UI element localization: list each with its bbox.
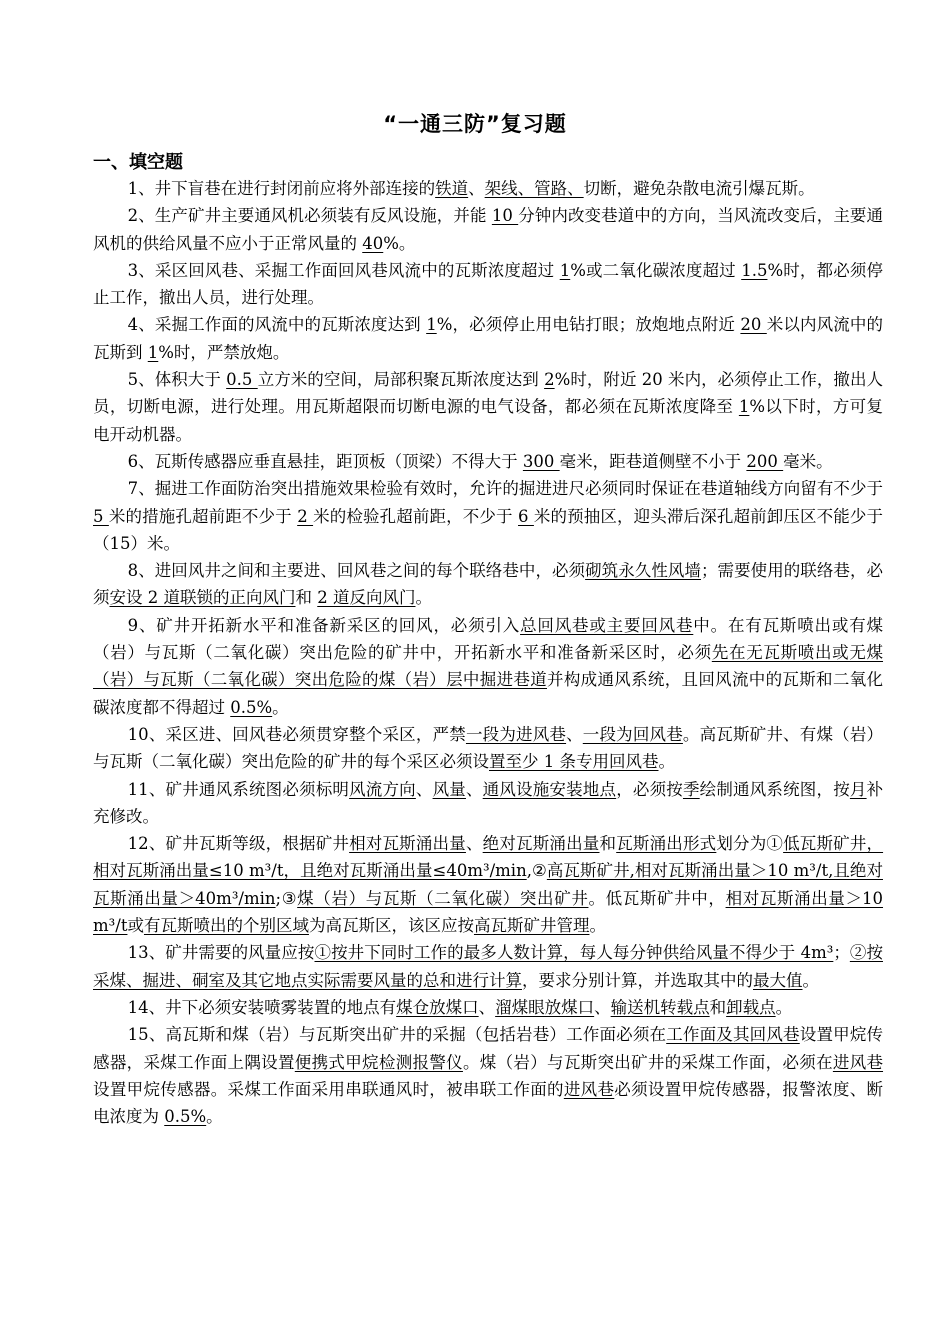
answer-blank: 工作面及其回风巷 bbox=[666, 1025, 800, 1045]
answer-blank: 架线、管路、 bbox=[484, 179, 584, 198]
question-text: 11、矿井通风系统图必须标明 bbox=[127, 779, 350, 799]
question-text: 并构成通风系统，且回风流中的瓦斯和二氧化碳浓度都不得超过 bbox=[93, 670, 884, 717]
answer-blank: 2 bbox=[544, 370, 555, 390]
question-text: 。 bbox=[589, 916, 606, 936]
answer-blank: 瓦斯涌出形式 bbox=[616, 834, 717, 854]
answer-blank: 一段为进风巷 bbox=[465, 724, 567, 744]
question-item bbox=[93, 175, 883, 202]
question-text: 5、体积大于 bbox=[127, 370, 227, 390]
question-text: 13、矿井需要的风量应按 bbox=[127, 943, 315, 963]
answer-blank: 低瓦斯矿井，相对瓦斯涌出量≤10 m³/t，且绝对瓦斯涌出量≤40m³/min bbox=[93, 834, 884, 881]
question-text: 1、井下盲巷在进行封闭前应将外部连接的 bbox=[127, 179, 436, 198]
answer-blank: 200 bbox=[746, 451, 784, 471]
question-text: 6、瓦斯传感器应垂直悬挂，距顶板（顶梁）不得大于 bbox=[127, 451, 523, 471]
answer-blank: 铁道 bbox=[435, 179, 469, 198]
question-item bbox=[93, 994, 883, 1021]
question-item bbox=[93, 721, 883, 776]
answer-blank: 置至少 1 条专用回风巷 bbox=[489, 752, 659, 772]
question-text: 8、进回风井之间和主要进、回风巷之间的每个联络巷中，必须 bbox=[127, 561, 586, 581]
question-text: 中。在有瓦斯喷出或有煤（岩）与瓦斯（二氧化碳）突出危险的矿井中，开拓新水平和准备新采区时，必须 bbox=[93, 615, 884, 663]
question-text: 15、高瓦斯和煤（岩）与瓦斯突出矿井的采掘（包括岩巷）工作面必须在 bbox=[127, 1025, 667, 1045]
question-text: 3、采区回风巷、采掘工作面回风巷风流中的瓦斯浓度超过 bbox=[127, 260, 560, 280]
question-text: 2、生产矿井主要通风机必须装有反风设施，并能 bbox=[127, 206, 492, 226]
answer-blank: 相对瓦斯涌出量 bbox=[349, 834, 466, 854]
answer-blank: 高瓦斯矿井管理 bbox=[473, 916, 590, 936]
answer-blank: 一段为回风巷 bbox=[582, 724, 683, 744]
section-heading: 一、填空题 bbox=[93, 152, 183, 173]
question-text: 14、井下必须安装喷雾装置的地点有 bbox=[127, 997, 397, 1017]
answer-blank: 1 bbox=[426, 315, 437, 335]
question-text: 为高瓦斯区，该区应按 bbox=[308, 916, 474, 936]
question-item bbox=[93, 448, 883, 475]
question-text: ;③ bbox=[275, 888, 298, 908]
answer-blank: 风量 bbox=[432, 779, 466, 799]
question-text: 设置甲烷传感器。采煤工作面采用串联通风时，被串联工作面的 bbox=[93, 1079, 564, 1099]
answer-blank: 溜煤眼放煤口 bbox=[495, 997, 595, 1017]
answer-blank: 先在无瓦斯喷出或无煤（岩）与瓦斯（二氧化碳）突出危险的煤（岩）层中掘进巷道 bbox=[93, 643, 884, 690]
answer-blank: 10 bbox=[491, 206, 519, 226]
answer-blank: 0.5 bbox=[226, 370, 258, 390]
question-text: %。 bbox=[383, 233, 416, 253]
answer-blank: 高瓦斯矿井,相对瓦斯涌出量＞10 m³/t,且绝对瓦斯涌出量＞40m³/min bbox=[93, 861, 883, 908]
answer-blank: 输送机转载点 bbox=[610, 997, 710, 1017]
question-list bbox=[93, 175, 883, 1130]
question-text: 米的措施孔超前距不少于 bbox=[108, 506, 298, 526]
answer-blank: 5 bbox=[93, 506, 109, 526]
question-text: %时，严禁放炮。 bbox=[158, 342, 290, 362]
question-item bbox=[93, 202, 883, 257]
question-text: ,② bbox=[526, 861, 547, 881]
answer-blank: 月 bbox=[849, 779, 867, 799]
answer-blank: 煤仓放煤口 bbox=[396, 997, 479, 1017]
page-title: “一通三防”复习题 bbox=[383, 112, 567, 136]
answer-blank: ②按采煤、掘进、硐室及其它地点实际需要风量的总和进行计算 bbox=[93, 943, 883, 990]
answer-blank: 6 bbox=[518, 506, 534, 526]
question-text: %时，附近 20 米内，必须停止工作，撤出人员，切断电源，进行处理。用瓦斯超限而切断电源的电气设备，都必须在瓦斯浓度降至 bbox=[93, 370, 883, 417]
question-item bbox=[93, 830, 883, 939]
answer-blank: 最大值 bbox=[753, 970, 803, 990]
question-text: 毫米。 bbox=[783, 451, 833, 471]
question-text: 切断，避免杂散电流引爆瓦斯。 bbox=[583, 179, 815, 198]
question-item bbox=[93, 366, 883, 448]
answer-blank: 1 bbox=[738, 397, 750, 417]
question-text: 绘制通风系统图，按 bbox=[699, 779, 850, 799]
question-item bbox=[93, 475, 883, 557]
question-text: 、 bbox=[465, 779, 483, 799]
question-text: 、 bbox=[478, 997, 496, 1017]
question-text: ；需要使用的联络巷，必须 bbox=[93, 561, 884, 608]
question-text: 。 bbox=[272, 697, 289, 717]
question-text: %时，都必须停止工作，撤出人员，进行处理。 bbox=[93, 260, 883, 308]
question-item bbox=[93, 257, 883, 312]
question-text: 。低瓦斯矿井中， bbox=[588, 888, 726, 908]
question-text: 9、矿井开拓新水平和准备新采区的回风，必须引入 bbox=[127, 615, 521, 635]
answer-blank: 进风巷 bbox=[832, 1052, 884, 1072]
question-text: 、 bbox=[415, 779, 433, 799]
question-text: %或二氧化碳浓度超过 bbox=[570, 260, 742, 280]
question-text: 。 bbox=[658, 752, 675, 772]
question-text: 立方米的空间，局部积聚瓦斯浓度达到 bbox=[257, 370, 545, 390]
question-text: 和 bbox=[295, 588, 318, 608]
answer-blank: 2 道反向风门 bbox=[317, 588, 416, 608]
question-item bbox=[93, 1021, 883, 1130]
question-text: 分钟内改变巷道中的方向，当风流改变后，主要通风机的供给风量不应小于正常风量的 bbox=[93, 206, 883, 253]
question-text: 补充修改。 bbox=[93, 779, 884, 826]
question-text: 。 bbox=[206, 1107, 223, 1127]
question-text: 。 bbox=[415, 588, 432, 608]
answer-blank: 300 bbox=[522, 451, 560, 471]
question-item bbox=[93, 776, 883, 831]
question-text: 。 bbox=[802, 970, 819, 990]
question-text: 或 bbox=[127, 916, 144, 936]
answer-blank: 20 bbox=[740, 315, 767, 335]
answer-blank: 砌筑永久性风墙 bbox=[585, 561, 701, 581]
answer-blank: 2 bbox=[297, 506, 314, 526]
answer-blank: 进风巷 bbox=[563, 1079, 615, 1099]
question-text: 、 bbox=[465, 834, 483, 854]
answer-blank: 1 bbox=[559, 260, 571, 280]
question-text: 7、掘进工作面防治突出措施效果检验有效时，允许的掘进进尺必须同时保证在巷道轴线方向留有不少于 bbox=[127, 479, 883, 499]
question-text: 12、矿井瓦斯等级，根据矿井 bbox=[127, 834, 350, 854]
question-text: 。 bbox=[775, 997, 793, 1017]
question-text: 和 bbox=[709, 997, 727, 1017]
question-text: 10、采区进、回风巷必须贯穿整个采区，严禁 bbox=[127, 724, 466, 744]
answer-blank: 通风设施安装地点 bbox=[482, 779, 617, 799]
question-text: 。煤（岩）与瓦斯突出矿井的采煤工作面，必须在 bbox=[462, 1052, 833, 1072]
question-text: 、 bbox=[468, 179, 485, 198]
question-text: 。高瓦斯矿井、有煤（岩）与瓦斯（二氧化碳）突出危险的矿井的每个采区必须设 bbox=[93, 724, 884, 772]
question-item bbox=[93, 557, 883, 612]
question-text: ； bbox=[833, 943, 850, 963]
question-text: ，要求分别计算，并选取其中的 bbox=[522, 970, 753, 990]
answer-blank: 相对瓦斯涌出量＞10 m³/t bbox=[93, 888, 884, 936]
question-text: 米以内风流中的瓦斯到 bbox=[93, 315, 884, 362]
question-item bbox=[93, 939, 883, 994]
answer-blank: 安设 2 道联锁的正向风门 bbox=[109, 588, 296, 608]
answer-blank: 绝对瓦斯涌出量 bbox=[482, 834, 600, 854]
answer-blank: 季 bbox=[682, 779, 700, 799]
question-text: 和 bbox=[599, 834, 617, 854]
answer-blank: 1.5 bbox=[741, 260, 768, 280]
answer-blank: 40 bbox=[362, 233, 384, 253]
answer-blank: 煤（岩）与瓦斯（二氧化碳）突出矿井 bbox=[297, 888, 589, 908]
answer-blank: ①按井下同时工作的最多人数计算，每人每分钟供给风量不得少于 4m³ bbox=[314, 943, 834, 963]
question-text: 米的检验孔超前距，不少于 bbox=[313, 506, 519, 526]
answer-blank: 0.5% bbox=[230, 697, 273, 717]
answer-blank: 有瓦斯喷出的个别区域 bbox=[143, 916, 309, 936]
question-text: 设置甲烷传感器，采煤工作面上隅设置 bbox=[93, 1025, 884, 1072]
question-text: %以下时，方可复电开动机器。 bbox=[93, 397, 883, 444]
answer-blank: 0.5% bbox=[164, 1107, 207, 1127]
question-text: 4、采掘工作面的风流中的瓦斯浓度达到 bbox=[127, 315, 427, 335]
question-item bbox=[93, 311, 883, 366]
question-text: 毫米，距巷道侧壁不小于 bbox=[559, 451, 747, 471]
answer-blank: 总回风巷或主要回风巷 bbox=[520, 615, 694, 635]
question-text: 米的预抽区，迎头滞后深孔超前卸压区不能少于（15）米。 bbox=[93, 506, 883, 553]
question-text: 、 bbox=[566, 724, 583, 744]
question-text: ，必须按 bbox=[616, 779, 683, 799]
question-text: 划分为① bbox=[716, 834, 784, 854]
question-text: %，必须停止用电钻打眼；放炮地点附近 bbox=[436, 315, 741, 335]
question-text: 必须设置甲烷传感器，报警浓度、断电浓度为 bbox=[93, 1079, 884, 1127]
question-text: 、 bbox=[594, 997, 611, 1017]
answer-blank: 风流方向 bbox=[349, 779, 416, 799]
answer-blank: 便携式甲烷检测报警仪 bbox=[294, 1052, 463, 1072]
answer-blank: 1 bbox=[147, 342, 159, 362]
question-item bbox=[93, 612, 883, 721]
answer-blank: 卸载点 bbox=[726, 997, 776, 1017]
